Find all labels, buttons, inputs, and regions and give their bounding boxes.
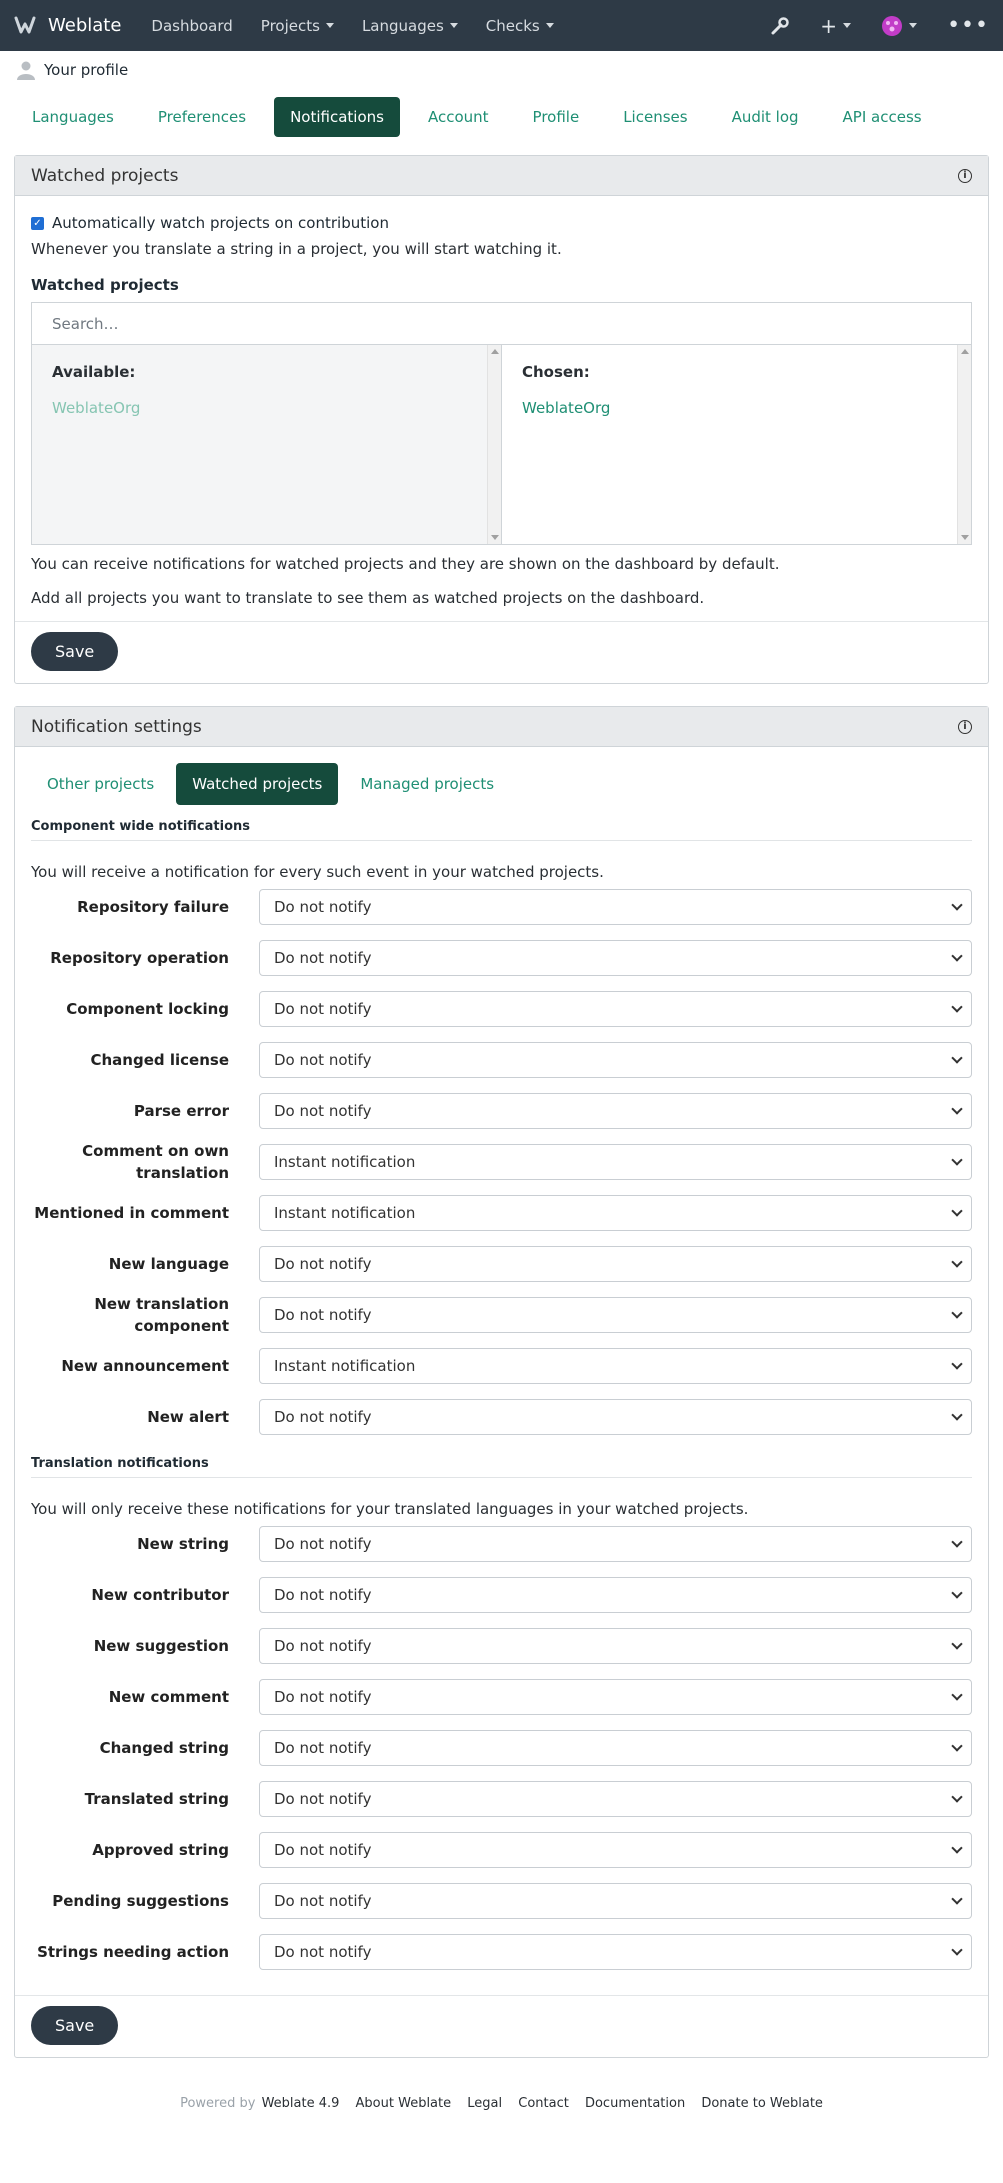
watched-note: Add all projects you want to translate to see them as watched projects on the dashboard.	[31, 589, 705, 607]
select-value: Do not notify	[274, 1101, 372, 1120]
chosen-list[interactable]	[502, 345, 971, 544]
caret-down-icon	[909, 23, 917, 28]
auto-watch-help: Whenever you translate a string in a project, you will start watching it.	[31, 240, 562, 258]
plus-icon: +	[820, 13, 838, 38]
dual-list-selector	[31, 345, 972, 545]
select-value: Do not notify	[274, 897, 372, 916]
scroll-up-icon[interactable]	[491, 349, 499, 354]
footer-link-about[interactable]: About Weblate	[355, 2096, 452, 2111]
checkbox-checked-icon[interactable]: ✓	[31, 217, 44, 230]
chevron-down-icon	[951, 1052, 962, 1063]
notification-label: New suggestion	[93, 1636, 229, 1655]
nav-projects-label: Projects	[260, 16, 320, 35]
panel-title: Notification settings	[31, 716, 202, 737]
notification-frequency-select[interactable]	[259, 991, 972, 1027]
nav-dashboard-label: Dashboard	[151, 16, 233, 35]
select-value: Do not notify	[274, 1738, 372, 1757]
notification-row	[31, 932, 972, 983]
available-label: Available:	[52, 363, 136, 381]
scrollbar[interactable]	[487, 345, 501, 544]
chevron-down-icon	[951, 1154, 962, 1165]
profile-header	[0, 51, 1003, 83]
section-description: You will receive a notification for every such event in your watched projects.	[31, 863, 604, 881]
chevron-down-icon	[951, 1842, 962, 1853]
powered-by-label: Powered by	[180, 2096, 256, 2111]
notification-frequency-select[interactable]	[259, 1246, 972, 1282]
notification-row	[31, 1569, 972, 1620]
nav-projects[interactable]	[261, 17, 334, 35]
chevron-down-icon	[951, 1893, 962, 1904]
notification-frequency-select[interactable]	[259, 1042, 972, 1078]
notification-row	[31, 1773, 972, 1824]
notification-label: New comment	[108, 1687, 229, 1706]
nav-checks-label: Checks	[485, 16, 540, 35]
notification-row	[31, 881, 972, 932]
notification-row	[31, 1620, 972, 1671]
chevron-down-icon	[951, 899, 962, 910]
info-icon[interactable]: i	[958, 169, 972, 183]
tab-notifications[interactable]: Notifications	[274, 97, 400, 137]
notification-row	[31, 1034, 972, 1085]
notification-row	[31, 1722, 972, 1773]
notification-row	[31, 1518, 972, 1569]
search-input[interactable]: Search…	[31, 302, 972, 345]
notification-row	[31, 1136, 972, 1187]
section-title: Translation notifications	[31, 1442, 972, 1478]
info-icon[interactable]: i	[958, 720, 972, 734]
select-value: Do not notify	[274, 1789, 372, 1808]
footer-link-contact[interactable]: Contact	[518, 2096, 569, 2111]
notification-label: New contributor	[91, 1585, 229, 1604]
chevron-down-icon	[951, 1001, 962, 1012]
select-value: Do not notify	[274, 948, 372, 967]
notification-row	[31, 1824, 972, 1875]
notification-label: New language	[108, 1254, 229, 1273]
notification-frequency-select[interactable]	[259, 1730, 972, 1766]
tab-profile[interactable]: Profile	[532, 108, 580, 126]
nav-dashboard[interactable]	[151, 17, 232, 35]
notification-frequency-select[interactable]	[259, 1832, 972, 1868]
watched-note: You can receive notifications for watched projects and they are shown on the dashboard by default.	[31, 555, 780, 573]
notification-row	[31, 1238, 972, 1289]
tab-audit-log[interactable]: Audit log	[731, 108, 799, 126]
nav-checks[interactable]	[486, 17, 554, 35]
top-navbar	[0, 0, 1003, 51]
notification-label: Strings needing action	[37, 1942, 229, 1961]
notification-row	[31, 1340, 972, 1391]
notification-frequency-select[interactable]	[259, 1577, 972, 1613]
select-value: Do not notify	[274, 1942, 372, 1961]
select-value: Instant notification	[274, 1203, 416, 1222]
select-value: Do not notify	[274, 1050, 372, 1069]
chevron-down-icon	[951, 1358, 962, 1369]
footer-link-version[interactable]: Weblate 4.9	[261, 2096, 340, 2111]
chevron-down-icon	[951, 1536, 962, 1547]
user-icon	[16, 60, 36, 80]
select-value: Do not notify	[274, 1305, 372, 1324]
panel-title: Watched projects	[31, 165, 179, 186]
more-icon[interactable]: •••	[947, 13, 989, 38]
notification-frequency-select[interactable]	[259, 1348, 972, 1384]
caret-down-icon	[450, 23, 458, 28]
avatar	[881, 15, 903, 37]
chosen-label: Chosen:	[522, 363, 590, 381]
notification-label: Comment on own translation	[82, 1141, 229, 1182]
notification-settings-panel	[14, 706, 989, 2058]
notification-label: Changed license	[90, 1050, 229, 1069]
select-value: Instant notification	[274, 1152, 416, 1171]
scope-tabs	[15, 747, 988, 805]
notification-row	[31, 1671, 972, 1722]
chevron-down-icon	[951, 1256, 962, 1267]
notification-frequency-select[interactable]	[259, 1195, 972, 1231]
notification-frequency-select[interactable]	[259, 1628, 972, 1664]
chevron-down-icon	[951, 1791, 962, 1802]
select-value: Do not notify	[274, 1407, 372, 1426]
tab-watched-projects[interactable]: Watched projects	[176, 763, 338, 805]
page-title: Your profile	[44, 61, 129, 79]
panel-header	[15, 707, 988, 747]
notification-row	[31, 1187, 972, 1238]
notification-frequency-select[interactable]	[259, 1297, 972, 1333]
panel-header	[15, 156, 988, 196]
tab-preferences[interactable]: Preferences	[157, 108, 247, 126]
select-value: Do not notify	[274, 1636, 372, 1655]
auto-watch-checkbox[interactable]	[31, 214, 972, 232]
notification-row	[31, 1289, 972, 1340]
tab-other-projects[interactable]: Other projects	[47, 775, 155, 793]
select-value: Do not notify	[274, 1534, 372, 1553]
notification-row	[31, 1926, 972, 1977]
select-value: Do not notify	[274, 1891, 372, 1910]
caret-down-icon	[326, 23, 334, 28]
notification-label: Changed string	[99, 1738, 229, 1757]
list-item[interactable]: WeblateOrg	[522, 399, 611, 417]
profile-tabs	[0, 83, 1003, 137]
tab-api-access[interactable]: API access	[842, 108, 922, 126]
footer	[0, 2096, 1003, 2111]
chevron-down-icon	[951, 1307, 962, 1318]
notification-frequency-select[interactable]	[259, 1679, 972, 1715]
select-value: Instant notification	[274, 1356, 416, 1375]
chevron-down-icon	[951, 1409, 962, 1420]
notification-frequency-select[interactable]	[259, 1526, 972, 1562]
auto-watch-label: Automatically watch projects on contribution	[52, 214, 389, 232]
notification-label: Component locking	[66, 999, 229, 1018]
watched-projects-label: Watched projects	[31, 276, 179, 294]
notification-row	[31, 1085, 972, 1136]
notification-frequency-select[interactable]	[259, 1093, 972, 1129]
select-value: Do not notify	[274, 1687, 372, 1706]
notification-row	[31, 1875, 972, 1926]
tab-managed-projects[interactable]: Managed projects	[360, 775, 495, 793]
nav-languages-label: Languages	[361, 16, 444, 35]
component-rows	[31, 881, 972, 1442]
notification-label: Mentioned in comment	[34, 1203, 229, 1222]
caret-down-icon	[843, 23, 851, 28]
nav-languages[interactable]	[362, 17, 458, 35]
notification-label: New announcement	[61, 1356, 229, 1375]
notification-frequency-select[interactable]	[259, 1781, 972, 1817]
notification-frequency-select[interactable]	[259, 940, 972, 976]
scroll-down-icon[interactable]	[491, 535, 499, 540]
tab-licenses[interactable]: Licenses	[623, 108, 688, 126]
notification-label: New translation component	[94, 1294, 229, 1335]
scroll-down-icon[interactable]	[961, 535, 969, 540]
notification-frequency-select[interactable]	[259, 889, 972, 925]
brand-name: Weblate	[48, 15, 122, 36]
chevron-down-icon	[951, 950, 962, 961]
translation-rows	[31, 1518, 972, 1977]
chevron-down-icon	[951, 1944, 962, 1955]
brand[interactable]	[14, 15, 121, 36]
select-value: Do not notify	[274, 999, 372, 1018]
available-list[interactable]	[32, 345, 502, 544]
section-description: You will only receive these notifications for your translated languages in your watched projects.	[31, 1500, 749, 1518]
notification-label: Approved string	[92, 1840, 229, 1859]
notification-label: New alert	[147, 1407, 229, 1426]
list-item[interactable]: WeblateOrg	[52, 399, 141, 417]
tab-languages[interactable]: Languages	[32, 108, 114, 126]
notification-label: New string	[137, 1534, 229, 1553]
notification-label: Pending suggestions	[52, 1891, 229, 1910]
weblate-logo-icon	[14, 16, 40, 36]
watched-projects-panel	[14, 155, 989, 684]
scrollbar[interactable]	[957, 345, 971, 544]
select-value: Do not notify	[274, 1840, 372, 1859]
wrench-icon[interactable]	[770, 16, 790, 36]
notification-row	[31, 1391, 972, 1442]
select-value: Do not notify	[274, 1254, 372, 1273]
chevron-down-icon	[951, 1638, 962, 1649]
notification-label: Parse error	[133, 1101, 229, 1120]
save-button[interactable]: Save	[31, 2006, 118, 2045]
notification-frequency-select[interactable]	[259, 1399, 972, 1435]
chevron-down-icon	[951, 1103, 962, 1114]
footer-link-legal[interactable]: Legal	[467, 2096, 503, 2111]
chevron-down-icon	[951, 1689, 962, 1700]
add-menu[interactable]	[820, 14, 851, 38]
save-button[interactable]: Save	[31, 632, 118, 671]
notification-label: Repository operation	[50, 948, 229, 967]
chevron-down-icon	[951, 1205, 962, 1216]
notification-frequency-select[interactable]	[259, 1144, 972, 1180]
chevron-down-icon	[951, 1740, 962, 1751]
section-title: Component wide notifications	[31, 805, 972, 841]
notification-label: Repository failure	[77, 897, 229, 916]
notification-row	[31, 983, 972, 1034]
select-value: Do not notify	[274, 1585, 372, 1604]
scroll-up-icon[interactable]	[961, 349, 969, 354]
footer-link-donate[interactable]: Donate to Weblate	[701, 2096, 823, 2111]
user-menu[interactable]	[881, 15, 917, 37]
translation-notifications	[15, 1442, 988, 1977]
notification-frequency-select[interactable]	[259, 1934, 972, 1970]
chevron-down-icon	[951, 1587, 962, 1598]
notification-frequency-select[interactable]	[259, 1883, 972, 1919]
footer-link-documentation[interactable]: Documentation	[584, 2096, 686, 2111]
tab-account[interactable]: Account	[427, 108, 489, 126]
caret-down-icon	[546, 23, 554, 28]
notification-label: Translated string	[84, 1789, 229, 1808]
component-notifications	[15, 805, 988, 1442]
